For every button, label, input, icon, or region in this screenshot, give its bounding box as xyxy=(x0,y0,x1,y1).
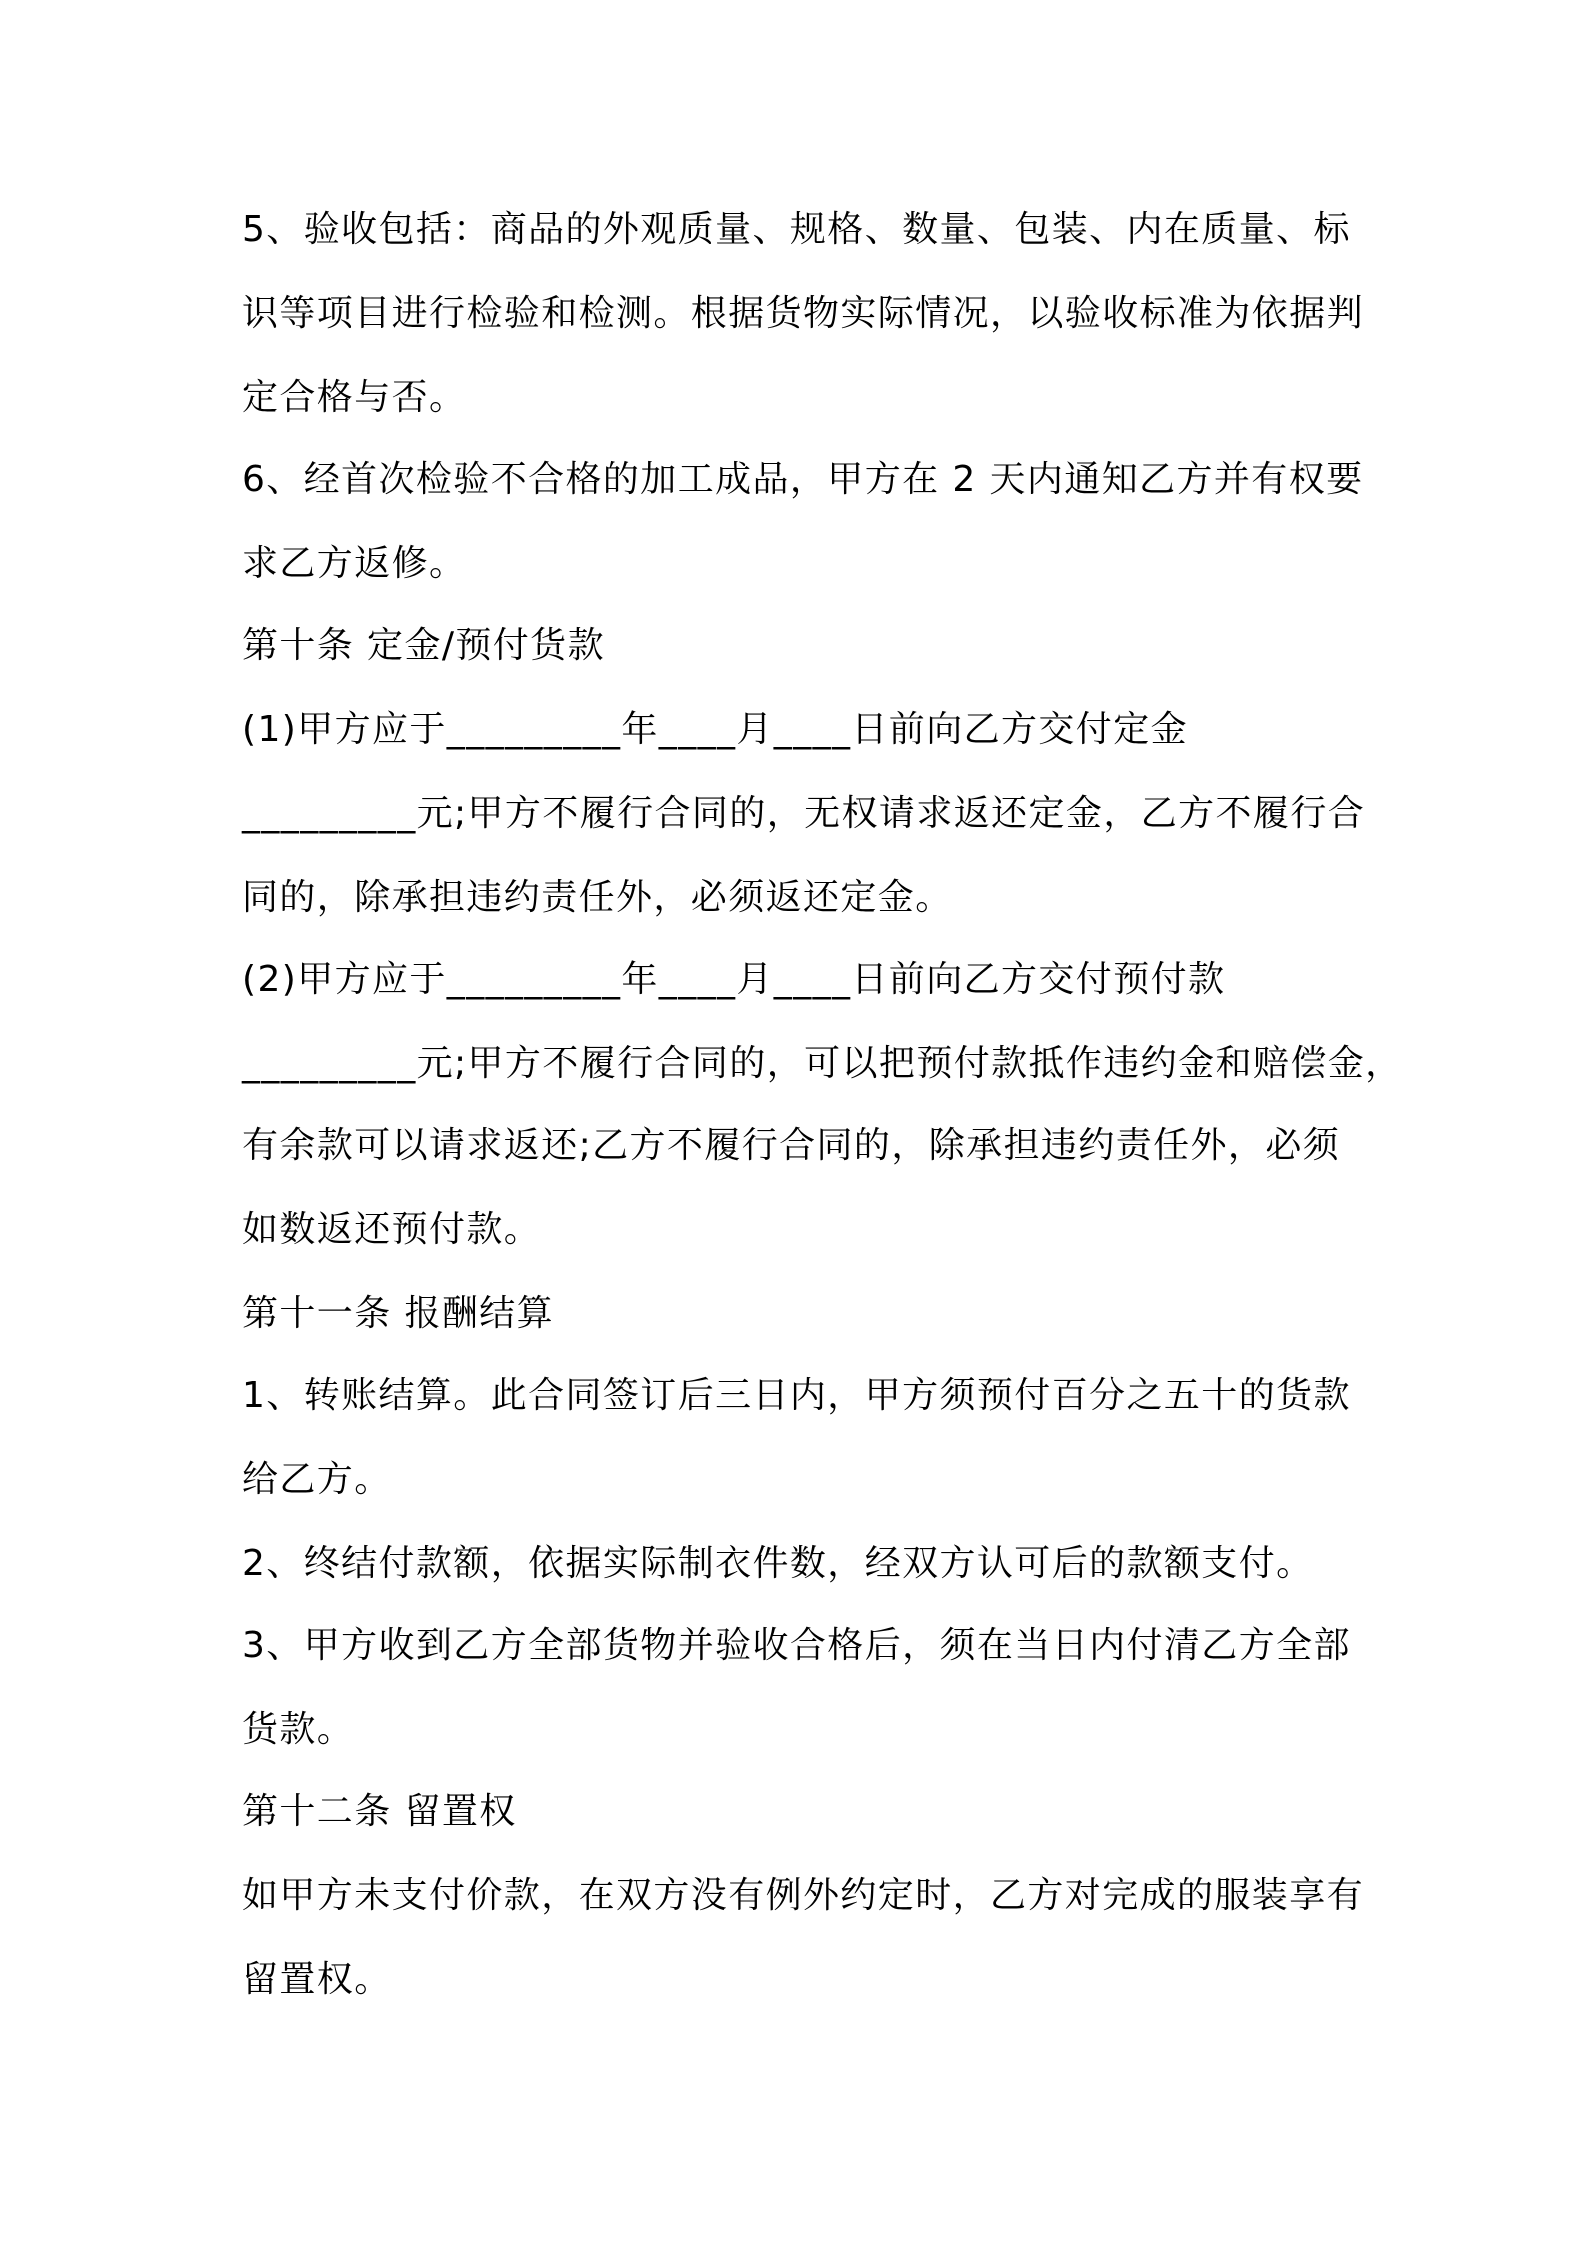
clause-11-item-1-line-2: 给乙方。 xyxy=(242,1459,392,1500)
clause-11-item-1-line-1: 1、转账结算。此合同签订后三日内，甲方须预付百分之五十的货款 xyxy=(242,1375,1351,1416)
clause-11-item-3-line-2: 货款。 xyxy=(242,1709,355,1750)
clause-10-item-2-line-2: _________元;甲方不履行合同的，可以把预付款抵作违约金和赔偿金， xyxy=(242,1043,1403,1084)
clause-11-heading: 第十一条 报酬结算 xyxy=(242,1293,555,1334)
clause-10-item-1-line-1: (1)甲方应于_________年____月____日前向乙方交付定金 xyxy=(242,709,1188,750)
clause-10-item-2-line-3: 有余款可以请求返还;乙方不履行合同的，除承担违约责任外，必须 xyxy=(242,1125,1341,1166)
clause-9-item-6-line-2: 求乙方返修。 xyxy=(242,543,467,584)
clause-11-item-3-line-1: 3、甲方收到乙方全部货物并验收合格后，须在当日内付清乙方全部 xyxy=(242,1625,1351,1666)
clause-12-body-line-1: 如甲方未支付价款，在双方没有例外约定时，乙方对完成的服装享有 xyxy=(242,1875,1365,1916)
clause-9-item-5-line-1: 5、验收包括：商品的外观质量、规格、数量、包装、内在质量、标 xyxy=(242,209,1351,250)
clause-9-item-5-line-2: 识等项目进行检验和检测。根据货物实际情况，以验收标准为依据判 xyxy=(242,293,1365,334)
clause-10-item-2-line-4: 如数返还预付款。 xyxy=(242,1209,542,1250)
clause-10-item-1-line-2: _________元;甲方不履行合同的，无权请求返还定金，乙方不履行合 xyxy=(242,793,1366,834)
clause-12-body-line-2: 留置权。 xyxy=(242,1959,392,2000)
clause-10-item-2-line-1: (2)甲方应于_________年____月____日前向乙方交付预付款 xyxy=(242,959,1226,1000)
clause-9-item-5-line-3: 定合格与否。 xyxy=(242,377,467,418)
clause-10-item-1-line-3: 同的，除承担违约责任外，必须返还定金。 xyxy=(242,877,953,918)
clause-9-item-6-line-1: 6、经首次检验不合格的加工成品，甲方在 2 天内通知乙方并有权要 xyxy=(242,459,1364,500)
clause-12-heading: 第十二条 留置权 xyxy=(242,1791,517,1832)
clause-10-heading: 第十条 定金/预付货款 xyxy=(242,625,605,666)
clause-11-item-2: 2、终结付款额，依据实际制衣件数，经双方认可后的款额支付。 xyxy=(242,1543,1314,1584)
